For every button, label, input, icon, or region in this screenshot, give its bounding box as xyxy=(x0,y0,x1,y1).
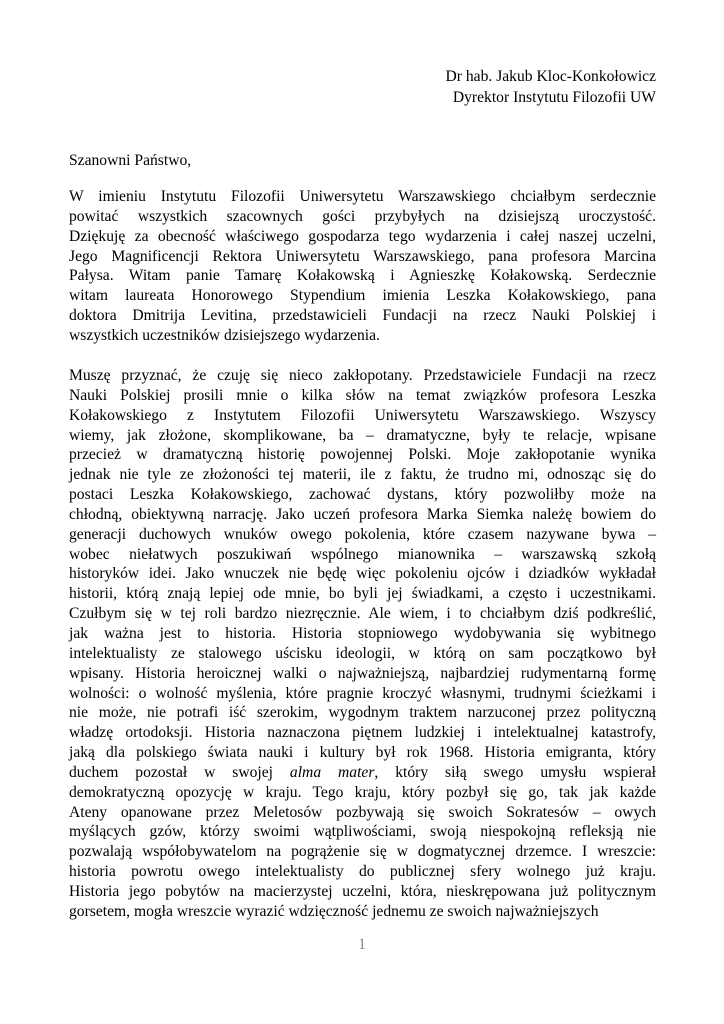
text-line: wolności: o wolność myślenia, które pragnie kroczyć własnymi, trudnymi ścieżkami i xyxy=(69,684,656,702)
text-line: duchem pozostał w swojej alma mater, który siłą swego umysłu wspierał xyxy=(69,763,656,781)
text-line: powitać wszystkich szacownych gości przybyłych na dzisiejszą uroczystość. xyxy=(69,207,656,225)
text-line: intelektualisty ze stalowego uścisku ideologii, w którą on sam początkowo był xyxy=(69,644,656,662)
text-line: władzę ortodoksji. Historia naznaczona piętnem ludzkiej i intelektualnej katastrofy, xyxy=(69,724,656,742)
text-line: W imieniu Instytutu Filozofii Uniwersytetu Warszawskiego chciałbym serdecznie xyxy=(69,188,656,205)
text-line: Nauki Polskiej prosili mnie o kilka słów na temat związków profesora Leszka xyxy=(69,386,656,404)
text-line: Czułbym się w tej roli bardzo niezręcznie. Ale wiem, i to chciałbym dziś podkreślić, xyxy=(69,605,656,623)
text-line: historii, którą znają lepiej ode mnie, bo byli jej świadkami, a często i uczestnikami. xyxy=(69,585,656,603)
page-number: 1 xyxy=(358,936,366,953)
author-position: Dyrektor Instytutu Filozofii UW xyxy=(452,89,656,106)
text-line: Ateny opanowane przez Meletosów pozbywają się swoich Sokratesów – owych xyxy=(69,803,656,821)
text-line: jaką dla polskiego świata nauki i kultury był rok 1968. Historia emigranta, który xyxy=(69,744,656,762)
text-line: witam laureata Honorowego Stypendium imienia Leszka Kołakowskiego, pana xyxy=(69,287,656,305)
text-line: Historia jego pobytów na macierzystej uczelni, która, nieskrępowana już politycznym xyxy=(69,882,656,900)
text-line: chłodną, obiektywną narrację. Jako uczeń profesora Marka Siemka należę bowiem do xyxy=(69,505,656,523)
text-line: demokratyczną opozycję w kraju. Tego kraju, który pozbył się go, tak jak każde xyxy=(69,783,656,801)
text-line: Jego Magnificencji Rektora Uniwersytetu Warszawskiego, pana profesora Marcina xyxy=(69,247,656,265)
text-line: wiemy, jak złożone, skomplikowane, ba – dramatyczne, były te relacje, wpisane xyxy=(69,426,656,444)
text-line: wpisany. Historia heroicznej walki o najważniejszą, najbardziej rudymentarną formę xyxy=(69,664,656,682)
text-line: gorsetem, mogła wreszcie wyrazić wdzięczność jednemu ze swoich najważniejszych xyxy=(69,902,599,920)
text-line: Kołakowskiego z Instytutem Filozofii Uniwersytetu Warszawskiego. Wszyscy xyxy=(69,406,656,424)
greeting: Szanowni Państwo, xyxy=(69,152,192,169)
text-line: Dziękuję za obecność właściwego gospodarza tego wydarzenia i całej naszej uczelni, xyxy=(69,227,656,245)
text-line: jak ważna jest to historia. Historia stopniowego wydobywania się wybitnego xyxy=(69,624,656,642)
letter-header xyxy=(446,66,656,108)
text-line: doktora Dmitrija Levitina, przedstawicieli Fundacji na rzecz Nauki Polskiej i xyxy=(69,307,656,325)
author-name: Dr hab. Jakub Kloc-Konkołowicz xyxy=(445,68,656,85)
text-line: myślących gzów, którzy swoimi wątpliwościami, swoją niespokojną refleksją nie xyxy=(69,823,656,841)
text-line: historyków idei. Jako wnuczek nie będę więc pokoleniu ojców i dziadków wykładał xyxy=(69,565,656,583)
text-line: jednak nie tyle ze złożoności tej materii, ile z faktu, że trudno mi, odnosząc się do xyxy=(69,466,656,484)
text-line: wobec niełatwych poszukiwań wspólnego mianownika – warszawską szkołą xyxy=(69,545,656,563)
text-line: generacji duchowych wnuków owego pokolenia, które czasem nazywane bywa – xyxy=(69,525,656,543)
text-line: wszystkich uczestników dzisiejszego wydarzenia. xyxy=(69,326,380,344)
text-line: Muszę przyznać, że czuję się nieco zakłopotany. Przedstawiciele Fundacji na rzecz xyxy=(69,367,656,384)
paragraph-1 xyxy=(69,187,656,346)
paragraph-2 xyxy=(69,366,656,922)
text-line: nie może, nie potrafi iść szerokim, wygodnym traktem narzuconej przez polityczną xyxy=(69,704,656,722)
text-line: pozwalają współobywatelom na pogrążenie się w dogmatycznej drzemce. I wreszcie: xyxy=(69,843,656,861)
text-line: historia powrotu owego intelektualisty do publicznej sfery wolnego już kraju. xyxy=(69,863,656,881)
text-line: Pałysa. Witam panie Tamarę Kołakowską i Agnieszkę Kołakowską. Serdecznie xyxy=(69,267,656,285)
text-line: przecież w dramatyczną historię powojennej Polski. Moje zakłopotanie wynika xyxy=(69,446,656,464)
text-line: postaci Leszka Kołakowskiego, zachować dystans, który pozwoliłby może na xyxy=(69,486,656,504)
